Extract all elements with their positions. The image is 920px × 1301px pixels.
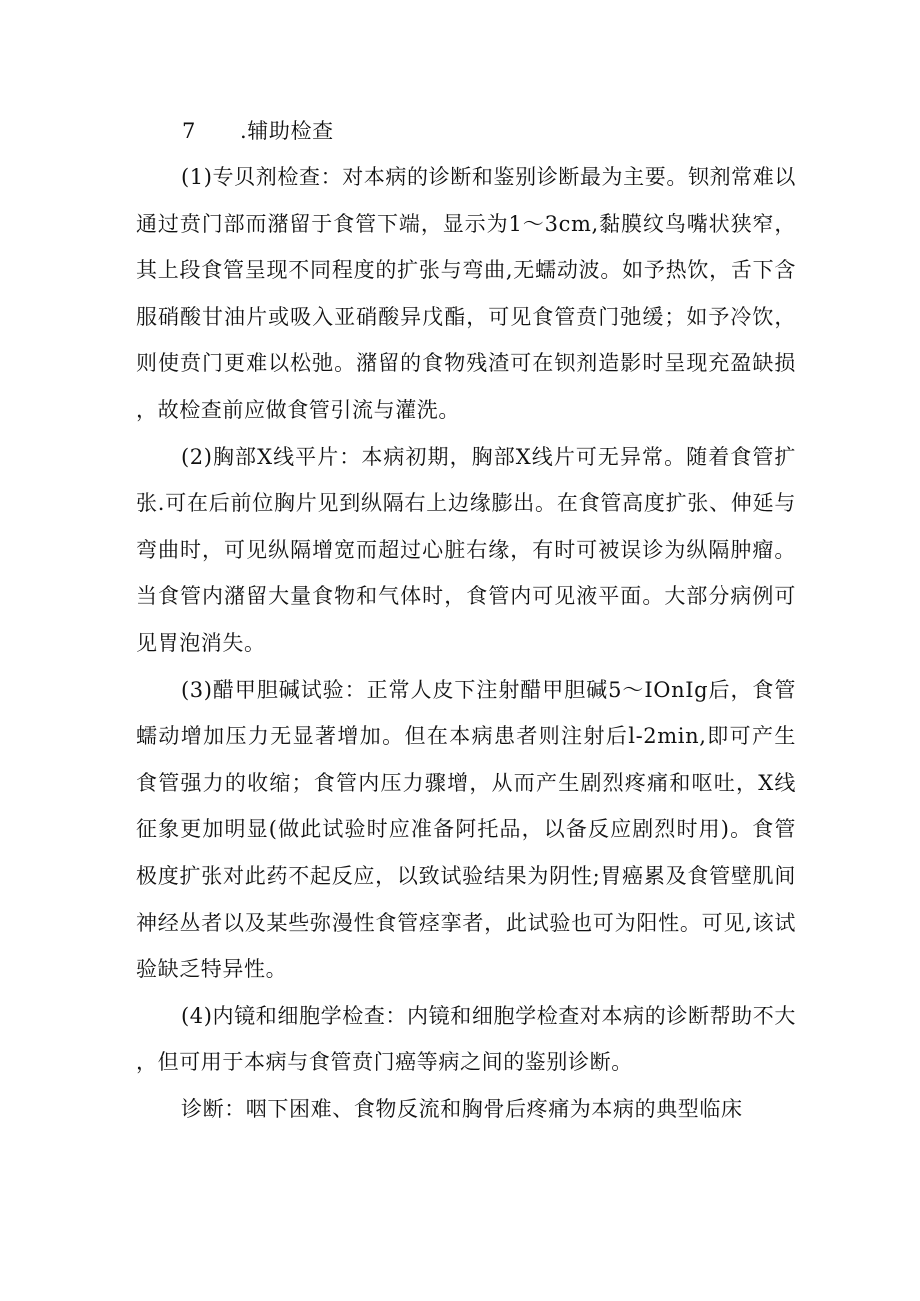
paragraph-endoscopy-cytology: (4)内镜和细胞学检查：内镜和细胞学检查对本病的诊断帮助不大，但可用于本病与食管贲门癌等病之间的鉴别诊断。 xyxy=(136,1003,796,1075)
document-body xyxy=(136,108,796,1132)
paragraph-barium-exam: (1)专贝剂检查：对本病的诊断和鉴别诊断最为主要。钡剂常难以通过贲门部而潴留于食管下端，显示为1～3cm,黏膜纹鸟嘴状狭窄，其上段食管呈现不同程度的扩张与弯曲,无蠕动波。如予热饮，舌下含服硝酸甘油片或吸入亚硝酸异戊酯，可见食管贲门弛缓；如予冷饮，则使贲门更难以松弛。潴留的食物残渣可在钡剂造影时呈现充盈缺损，故检查前应做食管引流与灌洗。 xyxy=(136,165,796,422)
section-number: 7 xyxy=(182,119,196,143)
paragraph-chest-xray: (2)胸部X线平片：本病初期，胸部X线片可无异常。随着食管扩张.可在后前位胸片见到纵隔右上边缘膨出。在食管高度扩张、伸延与弯曲时，可见纵隔增宽而超过心脏右缘，有时可被误诊为纵隔肿瘤。当食管内潴留大量食物和气体时，食管内可见液平面。大部分病例可见胃泡消失。 xyxy=(136,444,796,655)
section-heading xyxy=(136,108,796,154)
section-title: .辅助检查 xyxy=(240,119,334,143)
paragraph-methacholine-test: (3)醋甲胆碱试验：正常人皮下注射醋甲胆碱5～IOnIg后，食管蠕动增加压力无显著增加。但在本病患者则注射后l-2min,即可产生食管强力的收缩；食管内压力骤增，从而产生剧烈疼痛和呕吐，X线征象更加明显(做此试验时应准备阿托品，以备反应剧烈时用)。食管极度扩张对此药不起反应，以致试验结果为阴性;胃癌累及食管壁肌间神经丛者以及某些弥漫性食管痉挛者，此试验也可为阳性。可见,该试验缺乏特异性。 xyxy=(136,677,796,982)
paragraph-diagnosis: 诊断：咽下困难、食物反流和胸骨后疼痛为本病的典型临床 xyxy=(181,1096,743,1121)
